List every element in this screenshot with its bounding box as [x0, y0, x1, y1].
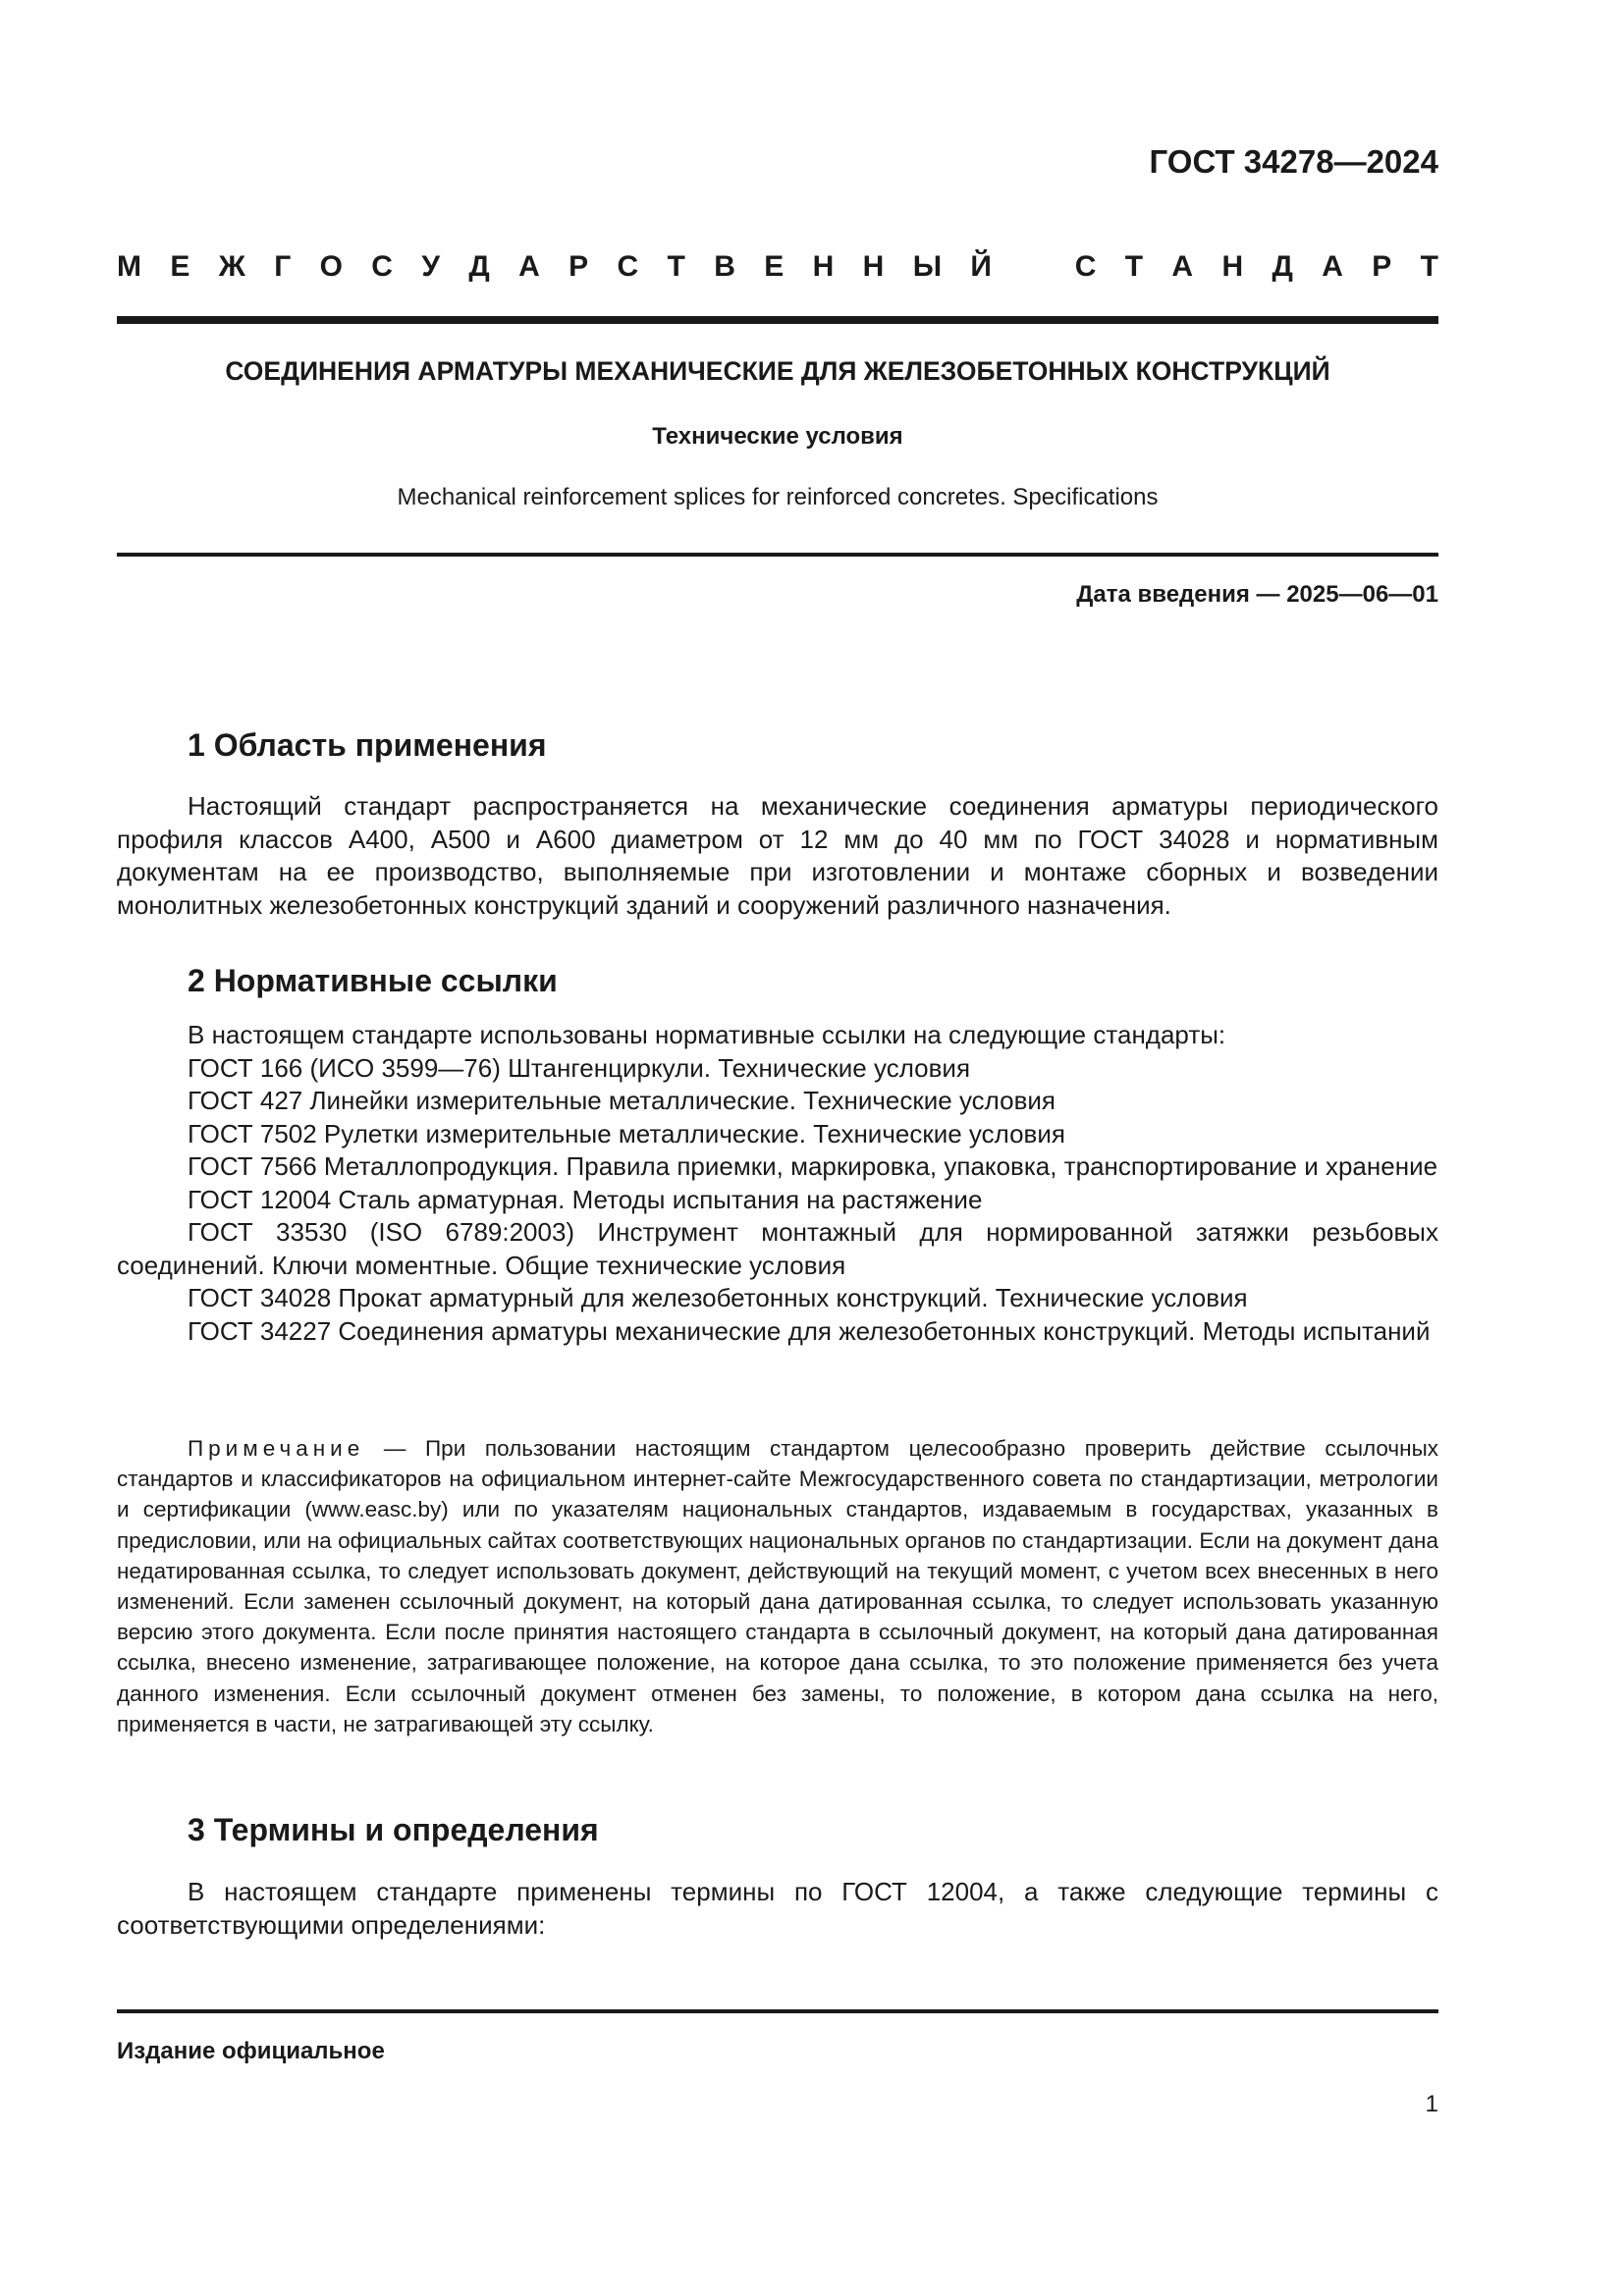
- standard-designation: ГОСТ 34278—2024: [1149, 143, 1438, 180]
- banner-letter: С: [371, 250, 393, 283]
- english-title: Mechanical reinforcement splices for reinforced concretes. Specifications: [397, 484, 1159, 510]
- section-2-heading: 2 Нормативные ссылки: [188, 963, 558, 998]
- banner-letter: А: [1322, 250, 1343, 283]
- official-edition-label: Издание официальное: [117, 2038, 385, 2064]
- reference-item: ГОСТ 33530 (ISO 6789:2003) Инструмент монтажный для нормированной затяжки резьбовых соединений. Ключи моментные. Общие технические условия: [117, 1217, 1438, 1280]
- banner-letter: Е: [764, 250, 785, 283]
- banner-letter: Т: [667, 250, 685, 283]
- banner-letter: Д: [468, 250, 490, 283]
- reference-item: ГОСТ 427 Линейки измерительные металлические. Технические условия: [188, 1086, 1056, 1115]
- reference-item: ГОСТ 34227 Соединения арматуры механические для железобетонных конструкций. Методы испытаний: [188, 1315, 1431, 1346]
- reference-list: [117, 1019, 1438, 1348]
- banner-letter: Г: [274, 250, 292, 283]
- header-rule: [117, 316, 1438, 324]
- banner-letter: Й: [970, 250, 992, 283]
- banner-letter: Ы: [912, 250, 943, 283]
- banner-letter: А: [1171, 250, 1194, 283]
- banner-letter: Ж: [218, 250, 245, 283]
- banner-letter: Д: [1272, 250, 1293, 283]
- banner-letter: В: [714, 250, 735, 283]
- banner-letter: С: [617, 250, 639, 283]
- banner-letter: А: [518, 250, 540, 283]
- introduction-date: Дата введения — 2025—06—01: [1076, 581, 1438, 608]
- banner-letter: О: [319, 250, 343, 283]
- banner-letter: Т: [1124, 250, 1144, 283]
- banner-letter: Е: [170, 250, 190, 283]
- banner-letter: С: [1074, 250, 1097, 283]
- banner-letter: Р: [1372, 250, 1392, 283]
- banner-letter: Н: [1221, 250, 1244, 283]
- document-title: СОЕДИНЕНИЯ АРМАТУРЫ МЕХАНИЧЕСКИЕ ДЛЯ ЖЕЛЕЗОБЕТОННЫХ КОНСТРУКЦИЙ: [225, 356, 1330, 386]
- reference-item: ГОСТ 7566 Металлопродукция. Правила приемки, маркировка, упаковка, транспортирование и хранение: [188, 1151, 1438, 1181]
- section-3-heading: 3 Термины и определения: [188, 1812, 599, 1847]
- note-label: Примечание: [188, 1436, 365, 1461]
- reference-note: [117, 1433, 1438, 1739]
- banner-letter: У: [421, 250, 440, 283]
- reference-intro: В настоящем стандарте использованы нормативные ссылки на следующие стандарты:: [188, 1020, 1226, 1049]
- banner-letter: Р: [568, 250, 589, 283]
- section-1-text: Настоящий стандарт распространяется на механические соединения арматуры периодического профиля классов А400, А500 и А600 диаметром от 12 мм до 40 мм по ГОСТ 34028 и нормативным документам на ее производство, выполняемые при изготовлении и монтаже сборных и возведении монолитных железобетонных конструкций зданий и сооружений различного назначения.: [117, 791, 1438, 920]
- reference-item: ГОСТ 12004 Сталь арматурная. Методы испытания на растяжение: [188, 1184, 983, 1214]
- title-rule: [117, 553, 1438, 557]
- reference-item: ГОСТ 166 (ИСО 3599—76) Штангенциркули. Технические условия: [188, 1052, 971, 1083]
- banner-letter: М: [117, 250, 141, 283]
- reference-item: ГОСТ 7502 Рулетки измерительные металлические. Технические условия: [188, 1118, 1065, 1148]
- document-subtitle: Технические условия: [652, 423, 903, 450]
- interstate-standard-banner: [117, 250, 1438, 284]
- banner-letter: Н: [862, 250, 885, 283]
- page-number: 1: [1425, 2091, 1438, 2117]
- section-3-text: В настоящем стандарте применены термины по ГОСТ 12004, а также следующие термины с соответствующими определениями:: [117, 1877, 1438, 1940]
- banner-gap: [1020, 250, 1046, 284]
- note-text: — При пользовании настоящим стандартом целесообразно проверить действие ссылочных стандартов и классификаторов на официальном интернет-сайте Межгосударственного совета по стандартизации, метрологии и сертификации (www.easc.by) или по указателям национальных стандартов, издаваемым в государствах, указанных в предисловии, или на официальных сайтах соответствующих национальных органов по стандартизации. Если на документ дана недатированная ссылка, то следует использовать документ, действующий на текущий момент, с учетом всех внесенных в него изменений. Если заменен ссылочный документ, на который дана датированная ссылка, то следует использовать указанную версию этого документа. Если после принятия настоящего стандарта в ссылочный документ, на который дана датированная ссылка, внесено изменение, затрагивающее положение, на которое дана ссылка, то это положение применяется без учета данного изменения. Если ссылочный документ отменен без замены, то положение, в котором дана ссылка на него, применяется в части, не затрагивающей эту ссылку.: [117, 1436, 1438, 1736]
- reference-item: ГОСТ 34028 Прокат арматурный для железобетонных конструкций. Технические условия: [188, 1283, 1248, 1312]
- banner-letter: Н: [812, 250, 835, 283]
- footer-rule: [117, 2009, 1438, 2013]
- section-1-heading: 1 Область применения: [188, 727, 547, 763]
- banner-letter: Т: [1420, 250, 1438, 283]
